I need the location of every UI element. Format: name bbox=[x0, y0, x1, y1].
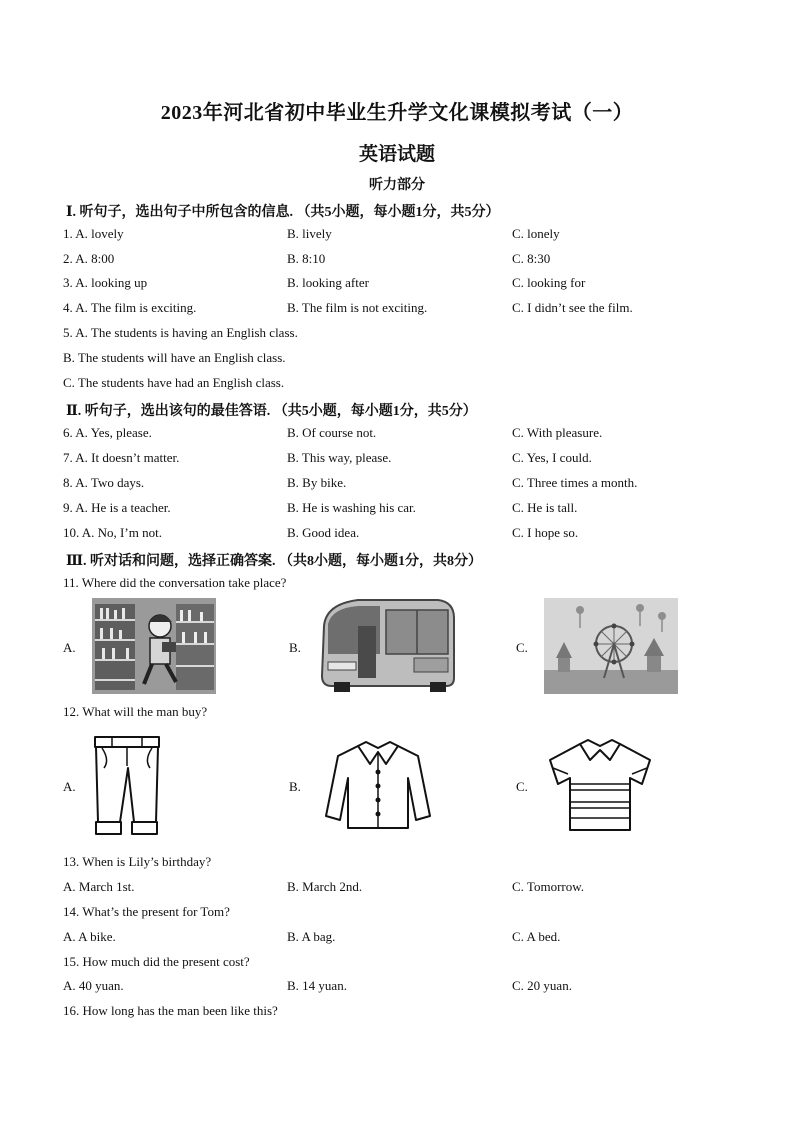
q2-option-c: C. 8:30 bbox=[512, 251, 551, 266]
page-title: 2023年河北省初中毕业生升学文化课模拟考试（一） bbox=[160, 102, 634, 124]
q12-label-c: C. bbox=[516, 779, 528, 794]
q15-option-a: A. 40 yuan. bbox=[63, 978, 124, 993]
q13-option-b: B. March 2nd. bbox=[287, 879, 363, 894]
q1-option-b: B. lively bbox=[287, 226, 332, 241]
q5-option-b: B. The students will have an English class. bbox=[63, 350, 286, 365]
q10-option-b: B. Good idea. bbox=[287, 525, 360, 540]
t-shirt-image bbox=[544, 734, 656, 834]
q15-option-c: C. 20 yuan. bbox=[512, 978, 572, 993]
amusement-park-image bbox=[544, 598, 678, 694]
q9-option-c: C. He is tall. bbox=[512, 500, 578, 515]
q15-stem: 15. How much did the present cost? bbox=[63, 954, 250, 969]
section-2-heading: Ⅱ. 听句子，选出该句的最佳答语. （共5小题，每小题1分，共5分） bbox=[66, 404, 477, 419]
q4-option-a: 4. A. The film is exciting. bbox=[63, 300, 197, 315]
q13-stem: 13. When is Lily’s birthday? bbox=[63, 854, 212, 869]
q1-option-a: 1. A. lovely bbox=[63, 226, 124, 241]
q14-option-c: C. A bed. bbox=[512, 929, 561, 944]
q14-stem: 14. What’s the present for Tom? bbox=[63, 904, 230, 919]
q11-stem: 11. Where did the conversation take place? bbox=[63, 575, 287, 590]
q3-option-b: B. looking after bbox=[287, 275, 369, 290]
q4-option-b: B. The film is not exciting. bbox=[287, 300, 428, 315]
q13-option-c: C. Tomorrow. bbox=[512, 879, 585, 894]
q14-option-a: A. A bike. bbox=[63, 929, 116, 944]
q6-option-b: B. Of course not. bbox=[287, 425, 377, 440]
q5-option-c: C. The students have had an English class. bbox=[63, 375, 285, 390]
bus-image bbox=[318, 596, 458, 694]
q7-option-b: B. This way, please. bbox=[287, 450, 392, 465]
q1-option-c: C. lonely bbox=[512, 226, 560, 241]
q10-option-c: C. I hope so. bbox=[512, 525, 579, 540]
q15-option-b: B. 14 yuan. bbox=[287, 978, 347, 993]
section-1-heading: Ⅰ. 听句子，选出句子中所包含的信息. （共5小题，每小题1分，共5分） bbox=[66, 205, 500, 220]
q5-option-a: 5. A. The students is having an English class. bbox=[63, 325, 298, 340]
q8-option-c: C. Three times a month. bbox=[512, 475, 638, 490]
q4-option-c: C. I didn’t see the film. bbox=[512, 300, 633, 315]
section-3-heading: Ⅲ. 听对话和问题，选择正确答案. （共8小题，每小题1分，共8分） bbox=[66, 554, 483, 569]
q11-label-a: A. bbox=[63, 640, 76, 655]
q9-option-b: B. He is washing his car. bbox=[287, 500, 416, 515]
paper-subtitle: 英语试题 bbox=[358, 144, 435, 165]
library-image bbox=[92, 598, 216, 694]
q12-label-b: B. bbox=[289, 779, 301, 794]
q9-option-a: 9. A. He is a teacher. bbox=[63, 500, 171, 515]
part-heading: 听力部分 bbox=[369, 178, 425, 193]
trousers-image bbox=[90, 734, 164, 838]
q3-option-c: C. looking for bbox=[512, 275, 586, 290]
q6-option-c: C. With pleasure. bbox=[512, 425, 603, 440]
q13-option-a: A. March 1st. bbox=[63, 879, 135, 894]
q7-option-c: C. Yes, I could. bbox=[512, 450, 592, 465]
q16-stem: 16. How long has the man been like this? bbox=[63, 1003, 278, 1018]
q11-label-b: B. bbox=[289, 640, 301, 655]
q2-option-b: B. 8:10 bbox=[287, 251, 326, 266]
q3-option-a: 3. A. looking up bbox=[63, 275, 148, 290]
q10-option-a: 10. A. No, I’m not. bbox=[63, 525, 162, 540]
q11-label-c: C. bbox=[516, 640, 528, 655]
q6-option-a: 6. A. Yes, please. bbox=[63, 425, 152, 440]
q12-stem: 12. What will the man buy? bbox=[63, 704, 208, 719]
q8-option-a: 8. A. Two days. bbox=[63, 475, 145, 490]
q14-option-b: B. A bag. bbox=[287, 929, 336, 944]
q7-option-a: 7. A. It doesn’t matter. bbox=[63, 450, 180, 465]
shirt-image bbox=[318, 738, 438, 832]
q2-option-a: 2. A. 8:00 bbox=[63, 251, 115, 266]
q8-option-b: B. By bike. bbox=[287, 475, 347, 490]
q12-label-a: A. bbox=[63, 779, 76, 794]
